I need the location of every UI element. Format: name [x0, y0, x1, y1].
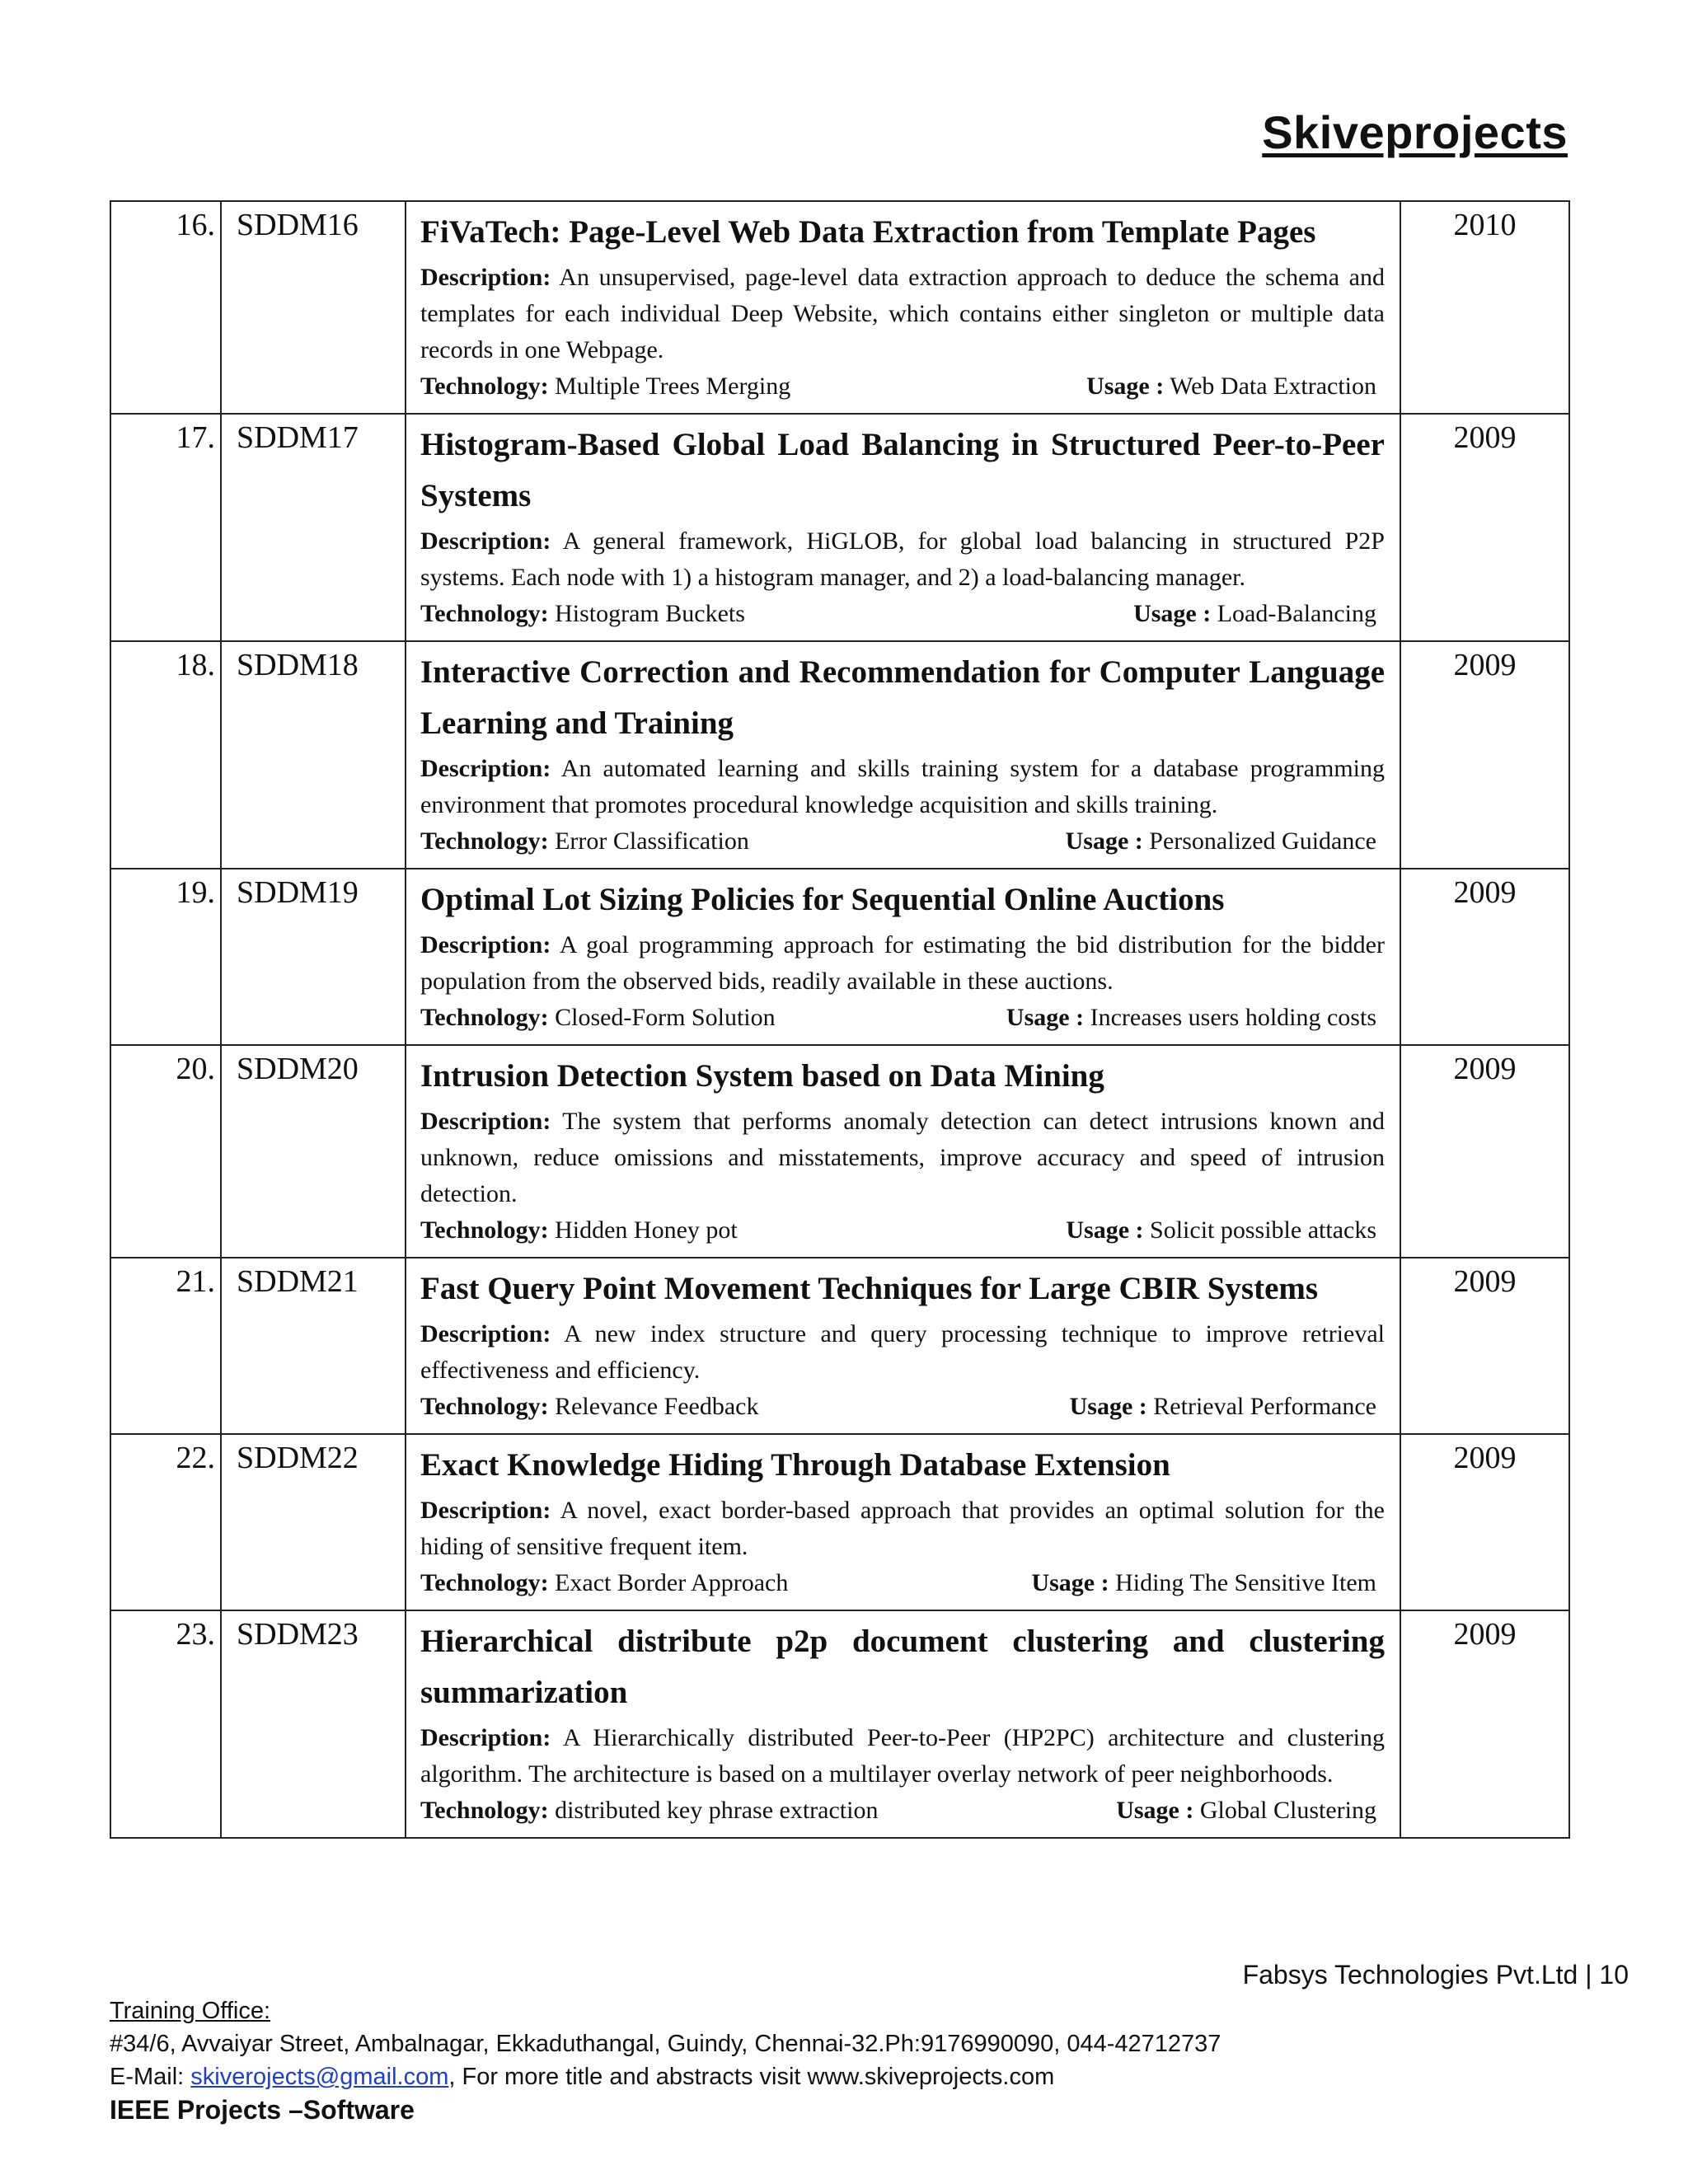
usage-value: Increases users holding costs	[1090, 1004, 1376, 1031]
technology-label: Technology:	[420, 373, 549, 400]
row-number: 19.	[110, 869, 221, 1045]
usage-label: Usage :	[1086, 373, 1165, 400]
project-title: Interactive Correction and Recommendation for Computer Language Learning and Training	[420, 654, 1385, 741]
table-row	[110, 1610, 1569, 1838]
projects-table-container	[110, 200, 1568, 1839]
usage-field	[1066, 823, 1376, 860]
usage-value: Personalized Guidance	[1149, 827, 1376, 855]
usage-field	[1086, 368, 1376, 405]
row-number: 20.	[110, 1045, 221, 1258]
email-prefix: E-Mail:	[110, 2064, 191, 2090]
usage-field	[1006, 1000, 1376, 1036]
tech-usage-line	[420, 1212, 1385, 1249]
technology-field	[420, 1212, 738, 1249]
usage-label: Usage :	[1116, 1797, 1194, 1824]
technology-value: Exact Border Approach	[555, 1569, 789, 1596]
table-row	[110, 869, 1569, 1045]
email-line	[110, 2060, 1221, 2093]
table-row	[110, 641, 1569, 869]
technology-field	[420, 1793, 878, 1829]
technology-label: Technology:	[420, 1797, 549, 1824]
row-number: 18.	[110, 641, 221, 869]
technology-field	[420, 1565, 788, 1601]
description-label: Description:	[420, 527, 551, 555]
usage-field	[1031, 1565, 1376, 1601]
tech-usage-line	[420, 1389, 1385, 1425]
project-year: 2009	[1400, 1258, 1569, 1434]
project-title: Optimal Lot Sizing Policies for Sequential Online Auctions	[420, 882, 1225, 917]
office-address: #34/6, Avvaiyar Street, Ambalnagar, Ekkaduthangal, Guindy, Chennai-32.Ph:9176990090, 044-42712737	[110, 2031, 1221, 2057]
description-label: Description:	[420, 931, 551, 958]
table-row	[110, 1434, 1569, 1610]
row-number: 16.	[110, 201, 221, 414]
projects-table	[110, 200, 1570, 1839]
usage-label: Usage :	[1066, 1216, 1144, 1244]
technology-value: Relevance Feedback	[555, 1393, 759, 1420]
table-row	[110, 1258, 1569, 1434]
project-code: SDDM18	[221, 641, 406, 869]
usage-label: Usage :	[1133, 600, 1212, 627]
usage-value: Solicit possible attacks	[1150, 1216, 1376, 1244]
technology-label: Technology:	[420, 1216, 549, 1244]
company-page-number: Fabsys Technologies Pvt.Ltd | 10	[1242, 1960, 1629, 1990]
project-title: Exact Knowledge Hiding Through Database Extension	[420, 1447, 1170, 1483]
email-suffix: , For more title and abstracts visit www.skiveprojects.com	[448, 2064, 1055, 2090]
description-label: Description:	[420, 1497, 551, 1524]
project-title: Fast Query Point Movement Techniques for Large CBIR Systems	[420, 1271, 1319, 1306]
usage-label: Usage :	[1065, 827, 1143, 855]
project-description	[420, 1493, 1385, 1565]
technology-value: Error Classification	[555, 827, 749, 855]
tech-usage-line	[420, 368, 1385, 405]
project-description	[420, 1316, 1385, 1389]
row-number: 17.	[110, 414, 221, 641]
project-code: SDDM17	[221, 414, 406, 641]
project-code: SDDM21	[221, 1258, 406, 1434]
technology-label: Technology:	[420, 1393, 549, 1420]
project-year: 2009	[1400, 1434, 1569, 1610]
project-code: SDDM22	[221, 1434, 406, 1610]
project-code: SDDM20	[221, 1045, 406, 1258]
description-text: A new index structure and query processing technique to improve retrieval effectiveness and efficiency.	[420, 1320, 1385, 1384]
row-number: 22.	[110, 1434, 221, 1610]
table-row	[110, 201, 1569, 414]
usage-value: Hiding The Sensitive Item	[1115, 1569, 1376, 1596]
usage-field	[1133, 596, 1376, 632]
project-details	[406, 1258, 1400, 1434]
description-label: Description:	[420, 264, 551, 291]
project-details	[406, 1610, 1400, 1838]
row-number: 23.	[110, 1610, 221, 1838]
project-year: 2009	[1400, 641, 1569, 869]
technology-field	[420, 823, 749, 860]
tech-usage-line	[420, 1565, 1385, 1601]
description-label: Description:	[420, 1320, 551, 1347]
usage-field	[1070, 1389, 1376, 1425]
project-code: SDDM19	[221, 869, 406, 1045]
tech-usage-line	[420, 1793, 1385, 1829]
usage-field	[1116, 1793, 1376, 1829]
project-details	[406, 869, 1400, 1045]
project-details	[406, 1045, 1400, 1258]
description-text: A goal programming approach for estimating the bid distribution for the bidder population from the observed bids, readily available in these auctions.	[420, 931, 1385, 995]
project-title: Histogram-Based Global Load Balancing in Structured Peer-to-Peer Systems	[420, 427, 1385, 513]
tech-usage-line	[420, 1000, 1385, 1036]
row-number: 21.	[110, 1258, 221, 1434]
technology-value: Hidden Honey pot	[555, 1216, 738, 1244]
description-label: Description:	[420, 1108, 551, 1135]
usage-value: Global Clustering	[1199, 1797, 1376, 1824]
project-title: Intrusion Detection System based on Data Mining	[420, 1058, 1104, 1094]
page-footer	[110, 1994, 1221, 2126]
description-label: Description:	[420, 1724, 551, 1751]
project-description	[420, 1720, 1385, 1793]
technology-label: Technology:	[420, 1569, 549, 1596]
office-label: Training Office:	[110, 1998, 271, 2024]
project-description	[420, 260, 1385, 368]
description-label: Description:	[420, 755, 551, 782]
project-description	[420, 523, 1385, 596]
usage-field	[1066, 1212, 1376, 1249]
project-description	[420, 927, 1385, 1000]
technology-value: Multiple Trees Merging	[555, 373, 791, 400]
technology-field	[420, 368, 790, 405]
description-text: An unsupervised, page-level data extraction approach to deduce the schema and templates for each individual Deep Website, which contains either singleton or multiple data records in one Webpage.	[420, 264, 1385, 363]
description-text: The system that performs anomaly detection can detect intrusions known and unknown, reduce omissions and misstatements, improve accuracy and speed of intrusion detection.	[420, 1108, 1385, 1207]
technology-label: Technology:	[420, 600, 549, 627]
project-year: 2009	[1400, 869, 1569, 1045]
project-year: 2009	[1400, 1045, 1569, 1258]
description-text: A Hierarchically distributed Peer-to-Peer (HP2PC) architecture and clustering algorithm. The architecture is based on a multilayer overlay network of peer neighborhoods.	[420, 1724, 1385, 1788]
usage-label: Usage :	[1006, 1004, 1085, 1031]
description-text: A novel, exact border-based approach that provides an optimal solution for the hiding of sensitive frequent item.	[420, 1497, 1385, 1560]
description-text: An automated learning and skills training system for a database programming environment that promotes procedural knowledge acquisition and skills training.	[420, 755, 1385, 818]
tech-usage-line	[420, 823, 1385, 860]
section-label: IEEE Projects –Software	[110, 2095, 415, 2125]
usage-value: Retrieval Performance	[1153, 1393, 1376, 1420]
table-row	[110, 414, 1569, 641]
technology-value: Closed-Form Solution	[555, 1004, 776, 1031]
project-year: 2009	[1400, 1610, 1569, 1838]
brand-title: Skiveprojects	[1262, 106, 1568, 158]
project-details	[406, 1434, 1400, 1610]
technology-label: Technology:	[420, 827, 549, 855]
project-title: Hierarchical distribute p2p document clustering and clustering summarization	[420, 1624, 1385, 1710]
project-details	[406, 641, 1400, 869]
project-code: SDDM16	[221, 201, 406, 414]
technology-value: Histogram Buckets	[555, 600, 745, 627]
project-year: 2010	[1400, 201, 1569, 414]
project-details	[406, 414, 1400, 641]
technology-field	[420, 596, 745, 632]
project-description	[420, 1104, 1385, 1212]
description-text: A general framework, HiGLOB, for global load balancing in structured P2P systems. Each node with 1) a histogram manager, and 2) a load-balancing manager.	[420, 527, 1385, 591]
project-title: FiVaTech: Page-Level Web Data Extraction from Template Pages	[420, 214, 1316, 250]
project-code: SDDM23	[221, 1610, 406, 1838]
project-details	[406, 201, 1400, 414]
technology-value: distributed key phrase extraction	[555, 1797, 879, 1824]
table-row	[110, 1045, 1569, 1258]
technology-field	[420, 1389, 758, 1425]
usage-label: Usage :	[1031, 1569, 1109, 1596]
usage-value: Web Data Extraction	[1170, 373, 1376, 400]
technology-label: Technology:	[420, 1004, 549, 1031]
project-year: 2009	[1400, 414, 1569, 641]
tech-usage-line	[420, 596, 1385, 632]
usage-label: Usage :	[1069, 1393, 1147, 1420]
project-description	[420, 751, 1385, 823]
email-link[interactable]: skiverojects@gmail.com	[190, 2064, 449, 2090]
usage-value: Load-Balancing	[1217, 600, 1376, 627]
technology-field	[420, 1000, 776, 1036]
